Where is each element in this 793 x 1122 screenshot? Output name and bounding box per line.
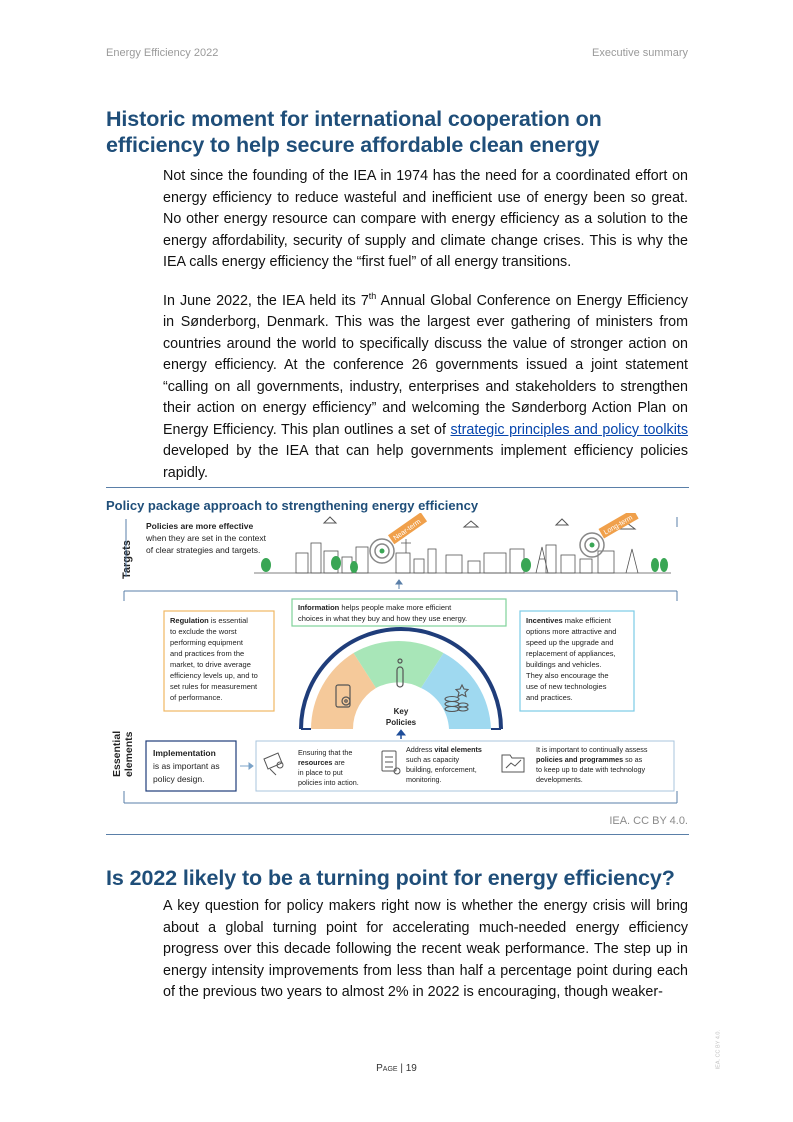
running-header-section: Executive summary: [592, 47, 688, 59]
incentives-line: replacement of appliances,: [526, 649, 616, 658]
impl-item2-l4: monitoring.: [406, 775, 442, 784]
key-policies-label-2: Policies: [385, 718, 417, 727]
regulation-line: of performance.: [170, 693, 223, 702]
regulation-line: set rules for measurement: [170, 682, 258, 691]
running-header-title: Energy Efficiency 2022: [106, 47, 219, 59]
impl-item1-l2: resources are: [298, 758, 345, 767]
section-heading-1: [106, 106, 602, 158]
figure-title: Policy package approach to strengthening energy efficiency: [106, 498, 479, 513]
incentives-line: use of new technologies: [526, 682, 607, 691]
regulation-line1: Regulation is essential: [170, 616, 248, 625]
section-heading-1-line2: efficiency to help secure affordable clean energy: [106, 133, 600, 157]
impl-item3-l3: to keep up to date with technology: [536, 765, 646, 774]
impl-item3-l2: policies and programmes so as: [536, 755, 643, 764]
paragraph-sonderborg: [163, 286, 688, 484]
paragraph-turning-point: A key question for policy makers right now is whether the energy crisis will bring about a global turning point for accelerating much-needed energy efficiency progress over this decade following the recent weak performance. The step up in energy intensity improvements from less than half a percentage point during each of the previous two years to almost 2% in 2022 is encouraging, though weaker-: [163, 898, 688, 1000]
para2-text-a: In June 2022, the IEA held its 7: [163, 292, 369, 309]
policy-package-diagram: [106, 513, 689, 808]
impl-item1-l3: in place to put: [298, 768, 343, 777]
regulation-line: performing equipment: [170, 638, 243, 647]
impl-item2-l1: Address vital elements: [406, 745, 482, 754]
implementation-bold: Implementation: [153, 748, 216, 758]
incentives-line: options more attractive and: [526, 627, 617, 636]
impl-item1-l1: Ensuring that the: [298, 748, 353, 757]
implementation-line3: policy design.: [153, 774, 205, 784]
incentives-line1: Incentives make efficient: [526, 616, 611, 625]
section-heading-2: Is 2022 likely to be a turning point for energy efficiency?: [106, 866, 675, 890]
essential-label-2: elements: [123, 731, 135, 777]
impl-item1-l4: policies into action.: [298, 778, 359, 787]
paragraph-first-fuel: Not since the founding of the IEA in 1974 has the need for a coordinated effort on energy efficiency to reduce wasteful and inefficient use of energy been so great. No other energy resource can compare with energy efficiency as a solution to the energy affordability, security of supply and climate change crises. This is why the IEA calls energy efficiency the “first fuel” of all energy transitions.: [163, 168, 688, 270]
page-number: 19: [405, 1063, 417, 1074]
targets-text-line2: when they are set in the context: [146, 533, 267, 543]
information-line2: choices in what they buy and how they use energy.: [298, 614, 468, 623]
key-policies-label-1: Key: [393, 707, 409, 716]
figure-top-rule: [106, 487, 689, 488]
page-label: Page: [376, 1063, 398, 1074]
figure-credit: IEA. CC BY 4.0.: [609, 815, 688, 827]
implementation-line2: is as important as: [153, 761, 220, 771]
essential-label-1: Essential: [111, 730, 123, 777]
incentives-line: buildings and vehicles.: [526, 660, 602, 669]
strategic-principles-link[interactable]: strategic principles and policy toolkits: [450, 421, 689, 438]
impl-item3-l1: It is important to continually assess: [536, 745, 648, 754]
impl-item2-l3: building, enforcement,: [406, 765, 477, 774]
regulation-line: and practices from the: [170, 649, 245, 658]
para2-text-c: developed by the IEA that can help governments implement efficiency policies rapidly.: [163, 443, 688, 481]
targets-label: Targets: [121, 540, 133, 579]
section-heading-1-line1: Historic moment for international cooperation on: [106, 107, 602, 131]
information-line1: Information helps people make more efficient: [298, 603, 452, 612]
para2-text-b: Annual Global Conference on Energy Efficiency in Sønderborg, Denmark. This was the largest ever gathering of ministers from countries around the world to specifically discuss the value of stronger action on energy efficiency. At the conference 26 governments issued a joint statement “calling on all governments, industry, enterprises and stakeholders to strengthen their action on energy efficiency” and welcoming the Sønderborg Action Plan on Energy Efficiency. This plan outlines a set of: [163, 292, 688, 438]
regulation-line: market, to drive average: [170, 660, 251, 669]
incentives-line: speed up the upgrade and: [526, 638, 614, 647]
incentives-line: and practices.: [526, 693, 573, 702]
impl-item2-l2: such as capacity: [406, 755, 460, 764]
regulation-line: efficiency levels up, and to: [170, 671, 258, 680]
targets-text-line3: of clear strategies and targets.: [146, 545, 261, 555]
figure-bottom-rule: [106, 834, 689, 835]
side-license-note: IEA. CC BY 4.0.: [715, 1030, 721, 1070]
regulation-line: to exclude the worst: [170, 627, 237, 636]
targets-text-bold: Policies are more effective: [146, 521, 254, 531]
incentives-line: They also encourage the: [526, 671, 609, 680]
page-footer: Page | 19: [376, 1063, 417, 1074]
long-term-flag-label: Long-term: [602, 514, 634, 537]
para2-superscript: th: [368, 291, 377, 301]
near-term-flag-label: Near-term: [392, 518, 423, 543]
impl-item3-l4: developments.: [536, 775, 583, 784]
